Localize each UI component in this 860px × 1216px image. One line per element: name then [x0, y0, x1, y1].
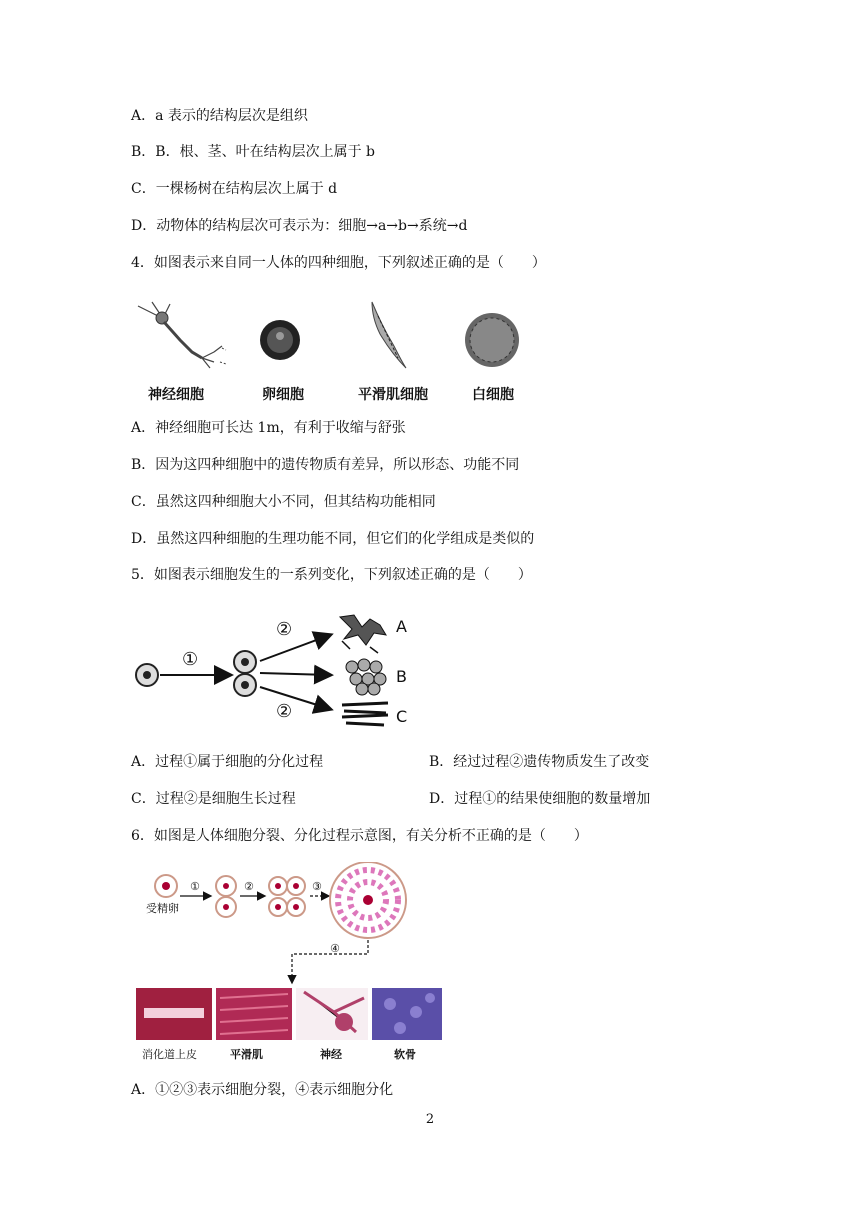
- label-smooth-muscle: 平滑肌: [230, 1048, 263, 1061]
- smooth-muscle-drawing: [372, 302, 406, 368]
- label-s3: ③: [312, 880, 322, 893]
- page-number: 2: [425, 1112, 435, 1127]
- q3-option-b: B．B．根、茎、叶在结构层次上属于 b: [131, 144, 375, 160]
- label-smooth-muscle-cell: 平滑肌细胞: [358, 387, 428, 403]
- q5-process-drawing: [130, 605, 420, 730]
- label-step2-bottom: ②: [276, 701, 293, 722]
- q5-process-figure: [130, 605, 420, 730]
- q6-option-a: A．①②③表示细胞分裂，④表示细胞分化: [131, 1082, 394, 1098]
- q4-option-b: B．因为这四种细胞中的遗传物质有差异，所以形态、功能不同: [131, 457, 520, 473]
- q6-division-figure: [134, 862, 444, 1070]
- divided-cells: [234, 651, 256, 696]
- tissue-a-drawing: [340, 615, 386, 653]
- label-digestive-epithelium: 消化道上皮: [142, 1048, 197, 1061]
- label-s2: ②: [244, 880, 254, 893]
- single-cell: [136, 664, 158, 686]
- label-s1: ①: [190, 880, 200, 893]
- label-white-blood-cell: 白细胞: [472, 387, 514, 403]
- q6-stem: 6．如图是人体细胞分裂、分化过程示意图，有关分析不正确的是（ ）: [131, 828, 588, 844]
- q4-option-d: D．虽然这四种细胞的生理功能不同，但它们的化学组成是类似的: [131, 531, 535, 547]
- q4-option-a: A．神经细胞可长达 1m，有利于收缩与舒张: [131, 420, 406, 436]
- label-step1: ①: [182, 649, 199, 670]
- arrow-to-c: [260, 687, 330, 709]
- two-cell-stage: [216, 876, 236, 917]
- neuron-drawing: [138, 302, 226, 368]
- label-s4: ④: [330, 942, 340, 955]
- q5-option-b: B．经过过程②遗传物质发生了改变: [429, 754, 650, 770]
- arrow-to-a: [260, 635, 330, 661]
- q4-cell-figure: [130, 296, 530, 408]
- label-c: C: [396, 707, 408, 726]
- label-cartilage: 软骨: [394, 1048, 416, 1061]
- q5-stem: 5．如图表示细胞发生的一系列变化，下列叙述正确的是（ ）: [131, 567, 532, 583]
- q4-stem: 4．如图表示来自同一人体的四种细胞，下列叙述正确的是（ ）: [131, 255, 546, 271]
- four-cell-stage: [269, 877, 305, 916]
- label-egg-cell: 卵细胞: [262, 387, 304, 403]
- q5-option-c: C．过程②是细胞生长过程: [131, 791, 296, 807]
- nerve-tissue-image: [296, 988, 368, 1040]
- egg-cell-drawing: [260, 320, 300, 360]
- tissue-c-drawing: [342, 703, 388, 725]
- arrow-to-b: [260, 673, 330, 675]
- white-cell-drawing: [465, 313, 519, 367]
- q4-cell-drawings: [130, 296, 530, 376]
- label-step2-top: ②: [276, 619, 293, 640]
- q5-option-a: A．过程①属于细胞的分化过程: [131, 754, 324, 770]
- label-nerve: 神经: [320, 1048, 342, 1061]
- tissue-b-drawing: [346, 659, 386, 695]
- zygote: [155, 875, 177, 897]
- label-b: B: [396, 667, 407, 686]
- cell-cluster: [330, 862, 406, 938]
- label-a: A: [396, 617, 407, 636]
- q4-option-c: C．虽然这四种细胞大小不同，但其结构功能相同: [131, 494, 436, 510]
- label-zygote: 受精卵: [146, 902, 179, 915]
- q3-option-d: D．动物体的结构层次可表示为：细胞→a→b→系统→d: [131, 218, 468, 234]
- q6-division-drawing: [134, 862, 444, 1070]
- q5-option-d: D．过程①的结果使细胞的数量增加: [429, 791, 651, 807]
- label-neuron: 神经细胞: [148, 387, 204, 403]
- q3-option-a: A．a 表示的结构层次是组织: [131, 108, 308, 124]
- q3-option-c: C．一棵杨树在结构层次上属于 d: [131, 181, 338, 197]
